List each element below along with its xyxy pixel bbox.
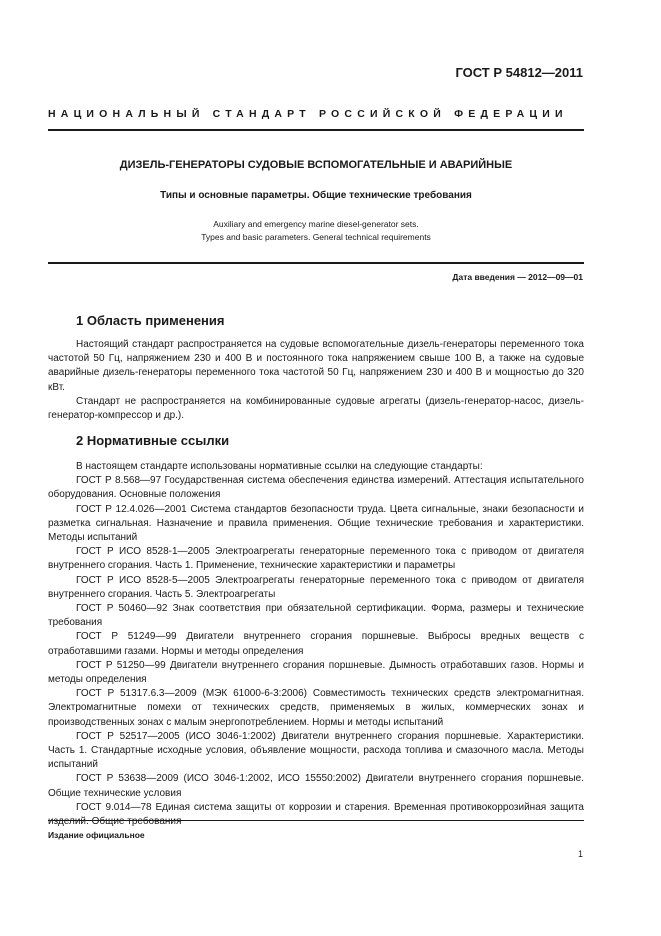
paragraph: Настоящий стандарт распространяется на судовые вспомогательные дизель-генераторы переменного тока частотой 50 Гц, напряжением 230 и 400 В и постоянного тока напряжением свыше 100 В, а также на судовые аварийные дизель-генераторы переменного тока частотой 50 Гц, напряжением 230 и 400 В и мощностью до 320 кВт.: [48, 339, 584, 393]
english-title: [48, 218, 584, 244]
introduction-date: Дата введения — 2012—09—01: [452, 272, 583, 282]
reference-item: ГОСТ Р 53638—2009 (ИСО 3046-1:2002, ИСО 15550:2002) Двигатели внутреннего сгорания поршневые. Общие технические условия: [48, 773, 584, 799]
document-code: ГОСТ Р 54812—2011: [455, 65, 583, 80]
section-2-body: [48, 460, 584, 829]
edition-note: Издание официальное: [48, 830, 145, 840]
reference-item: ГОСТ Р 8.568—97 Государственная система обеспечения единства измерений. Аттестация испытательного оборудования. Основные положения: [48, 475, 584, 501]
english-title-line-2: Types and basic parameters. General technical requirements: [201, 232, 431, 242]
reference-item: ГОСТ Р 51317.6.3—2009 (МЭК 61000-6-3:2006) Совместимость технических средств электромагнитная. Электромагнитные помехи от технических средств, применяемых в жилых, коммерческих зонах и производственных зонах с малым энергопотреблением. Нормы и методы испытаний: [48, 688, 584, 728]
reference-item: ГОСТ Р 12.4.026—2001 Система стандартов безопасности труда. Цвета сигнальные, знаки безопасности и разметка сигнальная. Назначение и правила применения. Общие технические требования и характеристики. Методы испытаний: [48, 503, 584, 544]
reference-item: ГОСТ Р 52517—2005 (ИСО 3046-1:2002) Двигатели внутреннего сгорания поршневые. Характеристики. Часть 1. Стандартные исходные условия, объявление мощности, расхода топлива и смазочного масла. Методы испытаний: [48, 730, 584, 771]
page-number: 1: [577, 849, 583, 859]
reference-item: ГОСТ 9.014—78 Единая система защиты от коррозии и старения. Временная противокоррозийная защита изделий. Общие требования: [48, 801, 584, 828]
header-divider: [48, 129, 584, 131]
document-subtitle: Типы и основные параметры. Общие технические требования: [160, 190, 472, 201]
national-standard-heading: НАЦИОНАЛЬНЫЙ СТАНДАРТ РОССИЙСКОЙ ФЕДЕРАЦИИ: [48, 108, 568, 120]
reference-item: ГОСТ Р 50460—92 Знак соответствия при обязательной сертификации. Форма, размеры и технические требования: [48, 603, 584, 629]
document-title: ДИЗЕЛЬ-ГЕНЕРАТОРЫ СУДОВЫЕ ВСПОМОГАТЕЛЬНЫЕ И АВАРИЙНЫЕ: [119, 159, 513, 171]
reference-item: ГОСТ Р 51250—99 Двигатели внутреннего сгорания поршневые. Дымность отработавших газов. Нормы и методы определения: [48, 659, 584, 686]
english-title-line-1: Auxiliary and emergency marine diesel-generator sets.: [213, 219, 419, 229]
paragraph: В настоящем стандарте использованы нормативные ссылки на следующие стандарты:: [76, 461, 483, 472]
paragraph: Стандарт не распространяется на комбинированные судовые агрегаты (дизель-генератор-насос, дизель-генератор-компрессор и др.).: [48, 395, 584, 422]
reference-item: ГОСТ Р ИСО 8528-1—2005 Электроагрегаты генераторные переменного тока с приводом от двигателя внутреннего сгорания. Часть 1. Применение, технические характеристики и параметры: [48, 546, 584, 572]
reference-item: ГОСТ Р ИСО 8528-5—2005 Электроагрегаты генераторные переменного тока с приводом от двигателя внутреннего сгорания. Часть 5. Электроагрегаты: [48, 574, 584, 600]
section-2-title: 2 Нормативные ссылки: [76, 433, 230, 448]
section-1-body: [48, 338, 584, 423]
title-divider: [48, 262, 584, 264]
footer-divider: [48, 820, 584, 821]
reference-item: ГОСТ Р 51249—99 Двигатели внутреннего сгорания поршневые. Выбросы вредных веществ с отработавшими газами. Нормы и методы определения: [48, 631, 584, 657]
section-1-title: 1 Область применения: [76, 313, 225, 328]
